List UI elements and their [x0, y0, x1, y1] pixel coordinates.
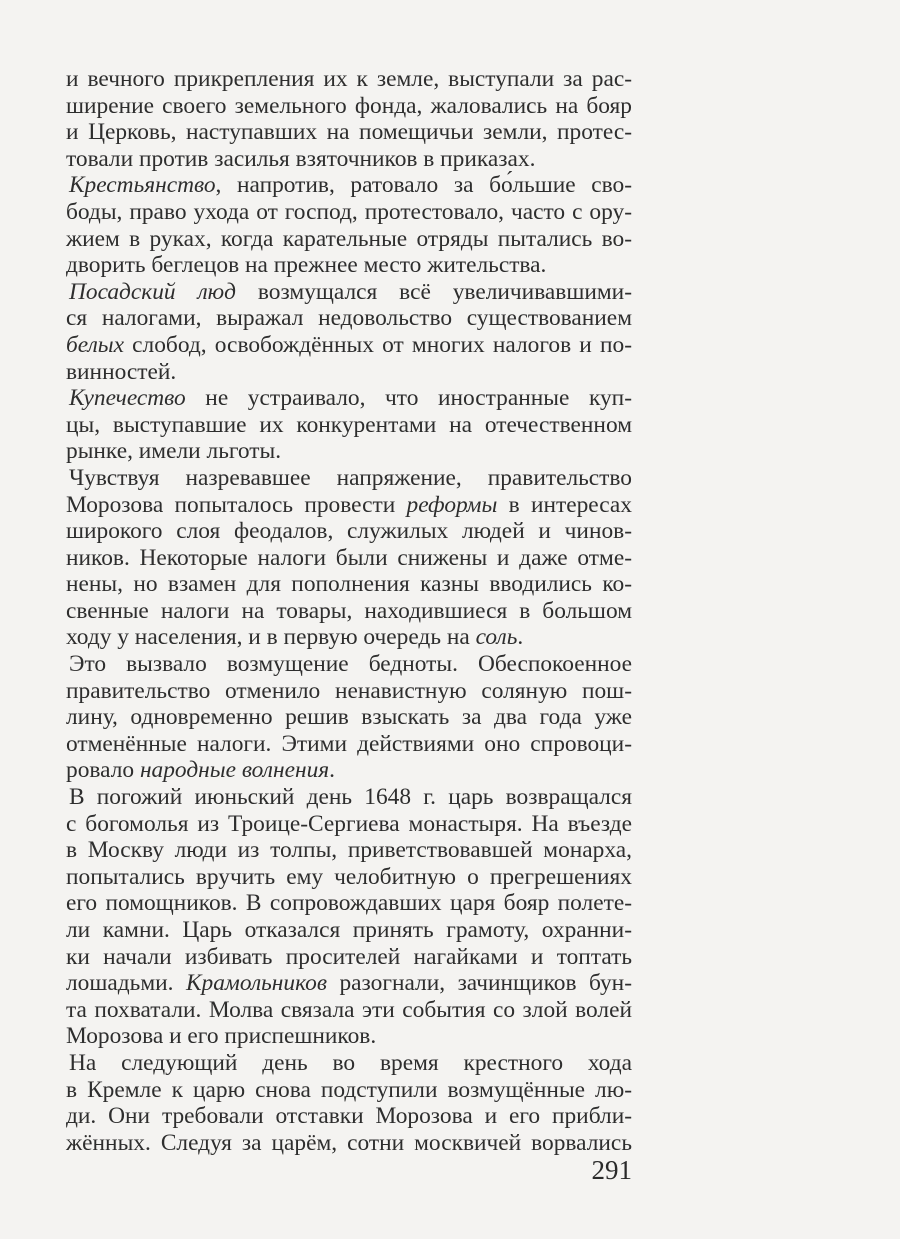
paragraph — [66, 172, 632, 278]
text-line — [66, 226, 632, 253]
text-run: ников. Некоторые налоги были снижены и даже отме- — [66, 544, 632, 571]
text-run: попытались вручить ему челобитную о прегрешениях — [66, 863, 632, 890]
text-run: нены, но взамен для пополнения казны вводились ко- — [66, 571, 632, 598]
text-line — [66, 545, 632, 572]
text-run: Морозова попыталось провести — [66, 491, 407, 518]
page-number: 291 — [591, 1155, 632, 1185]
italic-term: соль — [475, 624, 518, 651]
text-run: ширение своего земельного фонда, жаловались на бояр — [66, 92, 632, 119]
italic-term: Посадский люд — [69, 278, 237, 305]
text-line — [66, 1023, 632, 1050]
italic-term: Крамольников — [185, 970, 327, 997]
text-run: его помощников. В сопровождавших царя бояр полете- — [66, 890, 632, 917]
text-run: товали против засилья взяточников в приказах. — [66, 145, 536, 172]
text-line — [66, 252, 632, 279]
text-run: отменённые налоги. Этими действиями оно спровоци- — [66, 730, 632, 757]
text-line — [66, 784, 632, 811]
text-line — [66, 465, 632, 492]
text-run: в интересах — [497, 491, 632, 518]
text-line — [66, 890, 632, 917]
text-run: лину, одновременно решив взыскать за два года уже — [66, 704, 632, 731]
italic-term: Крестьянство — [69, 172, 216, 199]
text-line — [66, 1050, 632, 1077]
text-run: в Москву люди из толпы, приветствовавшей монарха, — [66, 837, 632, 864]
text-run: свенные налоги на товары, находившиеся в большом — [66, 597, 632, 624]
text-run: широкого слоя феодалов, служилых людей и чинов- — [66, 518, 632, 545]
text-line — [66, 93, 632, 120]
text-line — [66, 651, 632, 678]
paragraph — [66, 784, 632, 1050]
text-run: . — [517, 624, 524, 651]
text-line — [66, 970, 632, 997]
text-run: , напротив, ратовало за бо́льшие сво- — [215, 172, 632, 199]
text-run: жённых. Следуя за царём, сотни москвичей ворвались — [66, 1129, 632, 1156]
text-run: ди. Они требовали отставки Морозова и его прибли- — [66, 1103, 632, 1130]
text-run: Чувствуя назревавшее напряжение, правительство — [69, 464, 632, 491]
paragraph — [66, 279, 632, 385]
text-line — [66, 598, 632, 625]
italic-term: белых — [66, 331, 124, 358]
text-run: ходу у населения, и в первую очередь на — [66, 624, 476, 651]
text-run: . — [329, 757, 336, 784]
text-line — [66, 731, 632, 758]
text-line — [66, 172, 632, 199]
text-run: жием в руках, когда карательные отряды пытались во- — [66, 225, 632, 252]
text-line — [66, 757, 632, 784]
text-line — [66, 571, 632, 598]
text-line — [66, 917, 632, 944]
text-line — [66, 811, 632, 838]
text-run: ся налогами, выражал недовольство существованием — [66, 305, 632, 332]
text-run: та похватали. Молва связала эти события со злой волей — [66, 996, 632, 1023]
text-run: ли камни. Царь отказался принять грамоту, охранни- — [66, 917, 632, 943]
text-line — [66, 837, 632, 864]
italic-term: народные волнения — [139, 757, 330, 784]
paragraph — [66, 651, 632, 784]
italic-term: реформы — [406, 491, 498, 518]
italic-term: Купечество — [69, 385, 186, 412]
text-line — [66, 492, 632, 519]
text-run: дворить беглецов на прежнее место жительства. — [66, 252, 547, 279]
text-line — [66, 305, 632, 332]
text-run: разогнали, зачинщиков бун- — [327, 970, 632, 997]
text-run: Это вызвало возмущение бедноты. Обеспокоенное — [69, 651, 632, 678]
text-run: В погожий июньский день 1648 г. царь возвращался — [69, 784, 632, 811]
text-line — [66, 385, 632, 412]
paragraph — [66, 66, 632, 172]
text-run: в Кремле к царю снова подступили возмущённые лю- — [66, 1076, 632, 1103]
text-run: и вечного прикрепления их к земле, выступали за рас- — [66, 66, 632, 92]
text-line — [66, 704, 632, 731]
text-line — [66, 359, 632, 386]
text-line — [66, 944, 632, 971]
paragraph — [66, 385, 632, 465]
text-run: рынке, имели льготы. — [66, 438, 282, 465]
text-line — [66, 1103, 632, 1130]
paragraph — [66, 1050, 632, 1156]
text-run: с богомолья из Троице-Сергиева монастыря. На въезде — [66, 810, 632, 837]
text-run: не устраивало, что иностранные куп- — [185, 385, 632, 412]
text-line — [66, 119, 632, 146]
text-line — [66, 997, 632, 1024]
text-line — [66, 518, 632, 545]
text-line — [66, 1130, 632, 1157]
text-run: и Церковь, наступавших на помещичьи земли, протес- — [66, 119, 632, 146]
page-body — [66, 66, 632, 1156]
text-run: цы, выступавшие их конкурентами на отечественном — [66, 411, 632, 438]
text-run: возмущался всё увеличивавшими- — [236, 278, 632, 305]
paragraph — [66, 465, 632, 651]
text-line — [66, 624, 632, 651]
text-line — [66, 146, 632, 173]
text-line — [66, 412, 632, 439]
text-run: винностей. — [66, 358, 177, 385]
text-run: ки начали избивать просителей нагайками и топтать — [66, 943, 632, 970]
text-run: На следующий день во время крестного хода — [69, 1049, 632, 1076]
text-line — [66, 678, 632, 705]
text-run: ровало — [66, 757, 140, 784]
text-line — [66, 864, 632, 891]
text-run: лошадьми. — [66, 970, 186, 997]
text-run: Морозова и его приспешников. — [66, 1023, 377, 1050]
text-line — [66, 1077, 632, 1104]
text-run: слобод, освобождённых от многих налогов и по- — [124, 331, 632, 358]
text-line — [66, 199, 632, 226]
text-line — [66, 332, 632, 359]
text-line — [66, 279, 632, 306]
text-line — [66, 66, 632, 93]
text-run: правительство отменило ненавистную соляную пош- — [66, 677, 632, 704]
text-run: боды, право ухода от господ, протестовало, часто с ору- — [66, 198, 632, 225]
text-line — [66, 438, 632, 465]
